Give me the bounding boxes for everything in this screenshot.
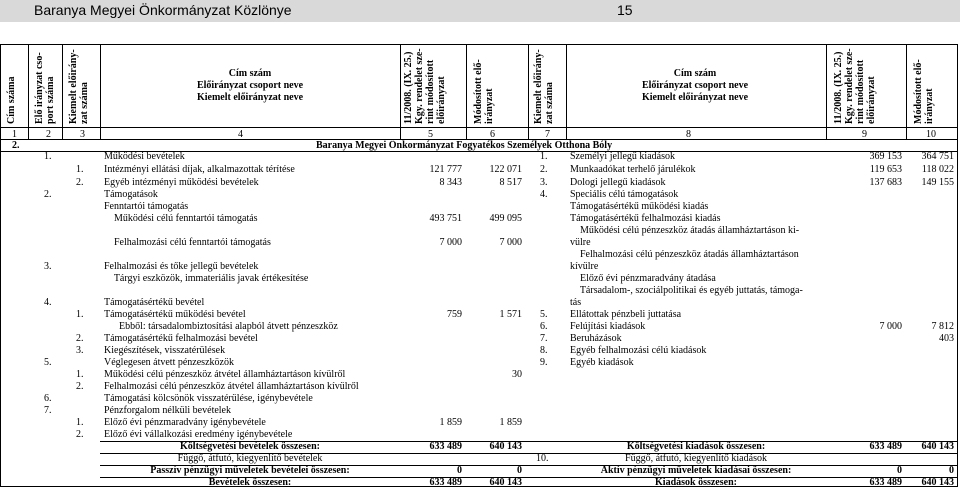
left-value-modified: 1 571: [499, 309, 522, 320]
left-total-label: Függő, átfutó, kiegyenlítő bevételek: [177, 453, 323, 464]
col-header-8-line3: Kiemelt előirányzat neve: [641, 92, 749, 103]
right-total-label: Költségvetési kiadások összesen:: [626, 441, 766, 452]
page-header: [0, 0, 960, 22]
left-item-name: Fenntartói támogatás: [104, 201, 189, 212]
right-total-modified: 0: [949, 465, 954, 476]
grid-line: [0, 127, 958, 128]
grid-line: [28, 127, 29, 139]
grid-line: [826, 127, 827, 139]
right-value-original: 119 653: [869, 164, 902, 175]
right-item-name: Társadalom-, szociálpolitikai és egyéb juttatás, támoga-: [570, 285, 803, 296]
grid-line: [566, 127, 567, 139]
right-item-number: 3.: [540, 177, 548, 188]
left-item-number: 3.: [76, 345, 84, 356]
right-total-label: Aktív pénzügyi műveletek kiadásai összesen:: [600, 465, 792, 476]
right-item-number: 8.: [540, 345, 548, 356]
left-value-original: 121 777: [429, 164, 462, 175]
left-item-name: Támogatások: [104, 189, 158, 200]
grid-line: [906, 44, 907, 127]
col-header-7: Kiemelt előirány- zat száma: [533, 49, 555, 124]
left-item-number: 1.: [76, 164, 84, 175]
left-value-modified: 1 859: [499, 417, 522, 428]
left-total-label: Passzív pénzügyi műveletek bevételei összesen:: [150, 465, 350, 476]
col-header-8-line1: Cím szám: [673, 68, 717, 79]
right-item-number: 2.: [540, 164, 548, 175]
grid-line: [528, 44, 529, 127]
grid-line: [466, 44, 467, 127]
right-item-name: Dologi jellegű kiadások: [570, 177, 666, 188]
right-item-name: Ellátottak pénzbeli juttatása: [570, 309, 682, 320]
colnum-6: 6: [490, 129, 495, 140]
left-item-name: Előző évi pénzmaradvány igénybevétele: [104, 417, 266, 428]
left-item-name: Kiegészítések, visszatérülések: [104, 345, 226, 356]
left-group-number: 4.: [44, 297, 52, 308]
left-item-name: Működési bevételek: [104, 151, 185, 162]
right-total-original: 0: [897, 465, 902, 476]
left-item-name: Működési célú pénzeszköz átvétel államháztartáson kívülről: [104, 369, 346, 380]
right-value-modified: 149 155: [921, 177, 954, 188]
right-value-modified: 403: [939, 333, 954, 344]
colnum-1: 1: [12, 129, 17, 140]
right-value-original: 7 000: [879, 321, 902, 332]
left-item-name: Tárgyi eszközök, immateriális javak értékesítése: [104, 273, 309, 284]
col-header-1: Cím száma: [6, 76, 17, 124]
left-value-original: 8 343: [439, 177, 462, 188]
right-total-number: 10.: [536, 453, 549, 464]
right-total-modified: 640 143: [921, 477, 954, 488]
right-item-name: tás: [570, 297, 582, 308]
right-item-number: 1.: [540, 151, 548, 162]
col-header-5: 11/2008. (IX. 25.) Kgy. rendelet sze- rint módosított előirányzat: [403, 48, 447, 124]
left-value-modified: 30: [512, 369, 522, 380]
right-total-label: Kiadások összesen:: [655, 477, 737, 488]
right-item-name: Felhalmozási célú pénzeszköz átadás államháztartáson: [570, 249, 799, 260]
grid-line: [826, 44, 827, 127]
grid-line: [566, 44, 567, 127]
col-header-3: Kiemelt előirány- zat száma: [68, 49, 90, 124]
institution-name: Baranya Megyei Önkormányzat Fogyatékos Személyek Otthona Bóly: [316, 140, 613, 151]
right-item-number: 7.: [540, 333, 548, 344]
left-item-number: 2.: [76, 333, 84, 344]
colnum-7: 7: [545, 129, 550, 140]
grid-line: [466, 127, 467, 139]
col-header-10: Módosított elő- irányzat: [913, 59, 935, 124]
colnum-2: 2: [46, 129, 51, 140]
left-item-name: Felhalmozási és tőke jellegű bevételek: [104, 261, 259, 272]
left-total-label: Bevételek összesen:: [208, 477, 292, 488]
right-item-number: 9.: [540, 357, 548, 368]
right-item-name: kívülre: [570, 261, 599, 272]
col-header-9: 11/2008. (IX. 25.) Kgy. rendelet sze- rint módosított előirányzat: [833, 48, 877, 124]
right-total-original: 633 489: [869, 477, 902, 488]
colnum-9: 9: [862, 129, 867, 140]
left-value-original: 1 859: [439, 417, 462, 428]
right-item-name: Egyéb kiadások: [570, 357, 634, 368]
left-item-name: Intézményi ellátási díjak, alkalmazottak térítése: [104, 164, 295, 175]
col-header-4-line3: Kiemelt előirányzat neve: [196, 92, 304, 103]
grid-line: [62, 127, 63, 139]
left-group-number: 3.: [44, 261, 52, 272]
left-item-name: Működési célú fenntartói támogatás: [104, 213, 258, 224]
right-item-name: Működési célú pénzeszköz átadás államháztartáson ki-: [570, 225, 800, 236]
left-value-modified: 7 000: [499, 237, 522, 248]
grid-line: [400, 44, 401, 127]
right-item-name: Egyéb felhalmozási célú kiadások: [570, 345, 707, 356]
right-item-name: Személyi jellegű kiadások: [570, 151, 675, 162]
left-total-label: Költségvetési bevételek összesen:: [180, 441, 320, 452]
left-item-name: Véglegesen átvett pénzeszközök: [104, 357, 234, 368]
left-item-number: 2.: [76, 381, 84, 392]
grid-line: [906, 127, 907, 139]
col-header-4-line2: Előirányzat csoport neve: [196, 80, 304, 91]
left-total-modified: 640 143: [489, 477, 522, 488]
grid-line: [400, 127, 401, 139]
left-item-name: Felhalmozási célú fenntartói támogatás: [104, 237, 271, 248]
left-total-original: 0: [457, 465, 462, 476]
right-item-name: vülre: [570, 237, 591, 248]
left-item-name: Pénzforgalom nélküli bevételek: [104, 405, 231, 416]
col-header-4: [105, 68, 395, 104]
col-header-8-line2: Előirányzat csoport neve: [641, 80, 749, 91]
left-value-modified: 8 517: [499, 177, 522, 188]
right-item-number: 5.: [540, 309, 548, 320]
left-group-number: 5.: [44, 357, 52, 368]
left-value-modified: 499 095: [489, 213, 522, 224]
publication-title: Baranya Megyei Önkormányzat Közlönye: [34, 2, 292, 18]
left-item-number: 1.: [76, 309, 84, 320]
left-value-original: 759: [447, 309, 462, 320]
colnum-5: 5: [428, 129, 433, 140]
left-item-number: 2.: [76, 177, 84, 188]
right-value-original: 369 153: [869, 151, 902, 162]
right-value-modified: 364 751: [921, 151, 954, 162]
right-item-name: Támogatásértékű működési kiadás: [570, 201, 709, 212]
left-group-number: 7.: [44, 405, 52, 416]
right-value-modified: 118 022: [921, 164, 954, 175]
colnum-4: 4: [238, 129, 243, 140]
left-item-name: Előző évi vállalkozási eredmény igénybevétele: [104, 429, 293, 440]
right-item-number: 4.: [540, 189, 548, 200]
grid-line: [100, 44, 101, 127]
right-value-modified: 7 812: [931, 321, 954, 332]
institution-number: 2.: [12, 140, 20, 151]
left-item-name: Egyéb intézményi működési bevételek: [104, 177, 259, 188]
left-total-modified: 640 143: [489, 441, 522, 452]
right-item-name: Speciális célú támogatások: [570, 189, 679, 200]
left-item-name: Támogatásértékű bevétel: [104, 297, 205, 308]
right-item-name: Támogatásértékű felhalmozási kiadás: [570, 213, 721, 224]
left-group-number: 1.: [44, 151, 52, 162]
left-group-number: 6.: [44, 393, 52, 404]
right-value-original: 137 683: [869, 177, 902, 188]
col-header-8: [570, 68, 820, 104]
colnum-8: 8: [686, 129, 691, 140]
right-item-name: Előző évi pénzmaradvány átadása: [570, 273, 716, 284]
left-group-number: 2.: [44, 189, 52, 200]
right-item-name: Beruházások: [570, 333, 622, 344]
left-item-name: Támogatásértékű működési bevétel: [104, 309, 246, 320]
grid-line: [528, 127, 529, 139]
page-number: 15: [617, 2, 633, 18]
right-total-modified: 640 143: [921, 441, 954, 452]
col-header-6: Módosított elő- irányzat: [473, 59, 495, 124]
col-header-2: Elő irányzat cso- port száma: [34, 52, 56, 124]
left-total-original: 633 489: [429, 477, 462, 488]
colnum-3: 3: [80, 129, 85, 140]
left-item-name: Felhalmozási célú pénzeszköz átvétel államháztartáson kívülről: [104, 381, 359, 392]
left-value-original: 7 000: [439, 237, 462, 248]
right-item-name: Felújítási kiadások: [570, 321, 646, 332]
left-item-name: Támogatásértékű felhalmozási bevétel: [104, 333, 258, 344]
grid-line: [28, 44, 29, 127]
right-item-number: 6.: [540, 321, 548, 332]
right-total-label: Függő, átfutó, kiegyenlítő kiadások: [625, 453, 767, 464]
right-item-name: Munkaadókat terhelő járulékok: [570, 164, 696, 175]
left-value-original: 493 751: [429, 213, 462, 224]
left-value-modified: 122 071: [489, 164, 522, 175]
colnum-10: 10: [926, 129, 936, 140]
col-header-4-line1: Cím szám: [228, 68, 272, 79]
left-item-name: Támogatási kölcsönök visszatérülése, igénybevétele: [104, 393, 313, 404]
grid-line: [62, 44, 63, 127]
left-total-original: 633 489: [429, 441, 462, 452]
left-item-number: 1.: [76, 417, 84, 428]
right-total-original: 633 489: [869, 441, 902, 452]
grid-line: [100, 127, 101, 139]
left-item-number: 2.: [76, 429, 84, 440]
left-item-number: 1.: [76, 369, 84, 380]
left-total-modified: 0: [517, 465, 522, 476]
left-item-name: Ebből: társadalombiztosítási alapból átvett pénzeszköz: [104, 321, 338, 332]
